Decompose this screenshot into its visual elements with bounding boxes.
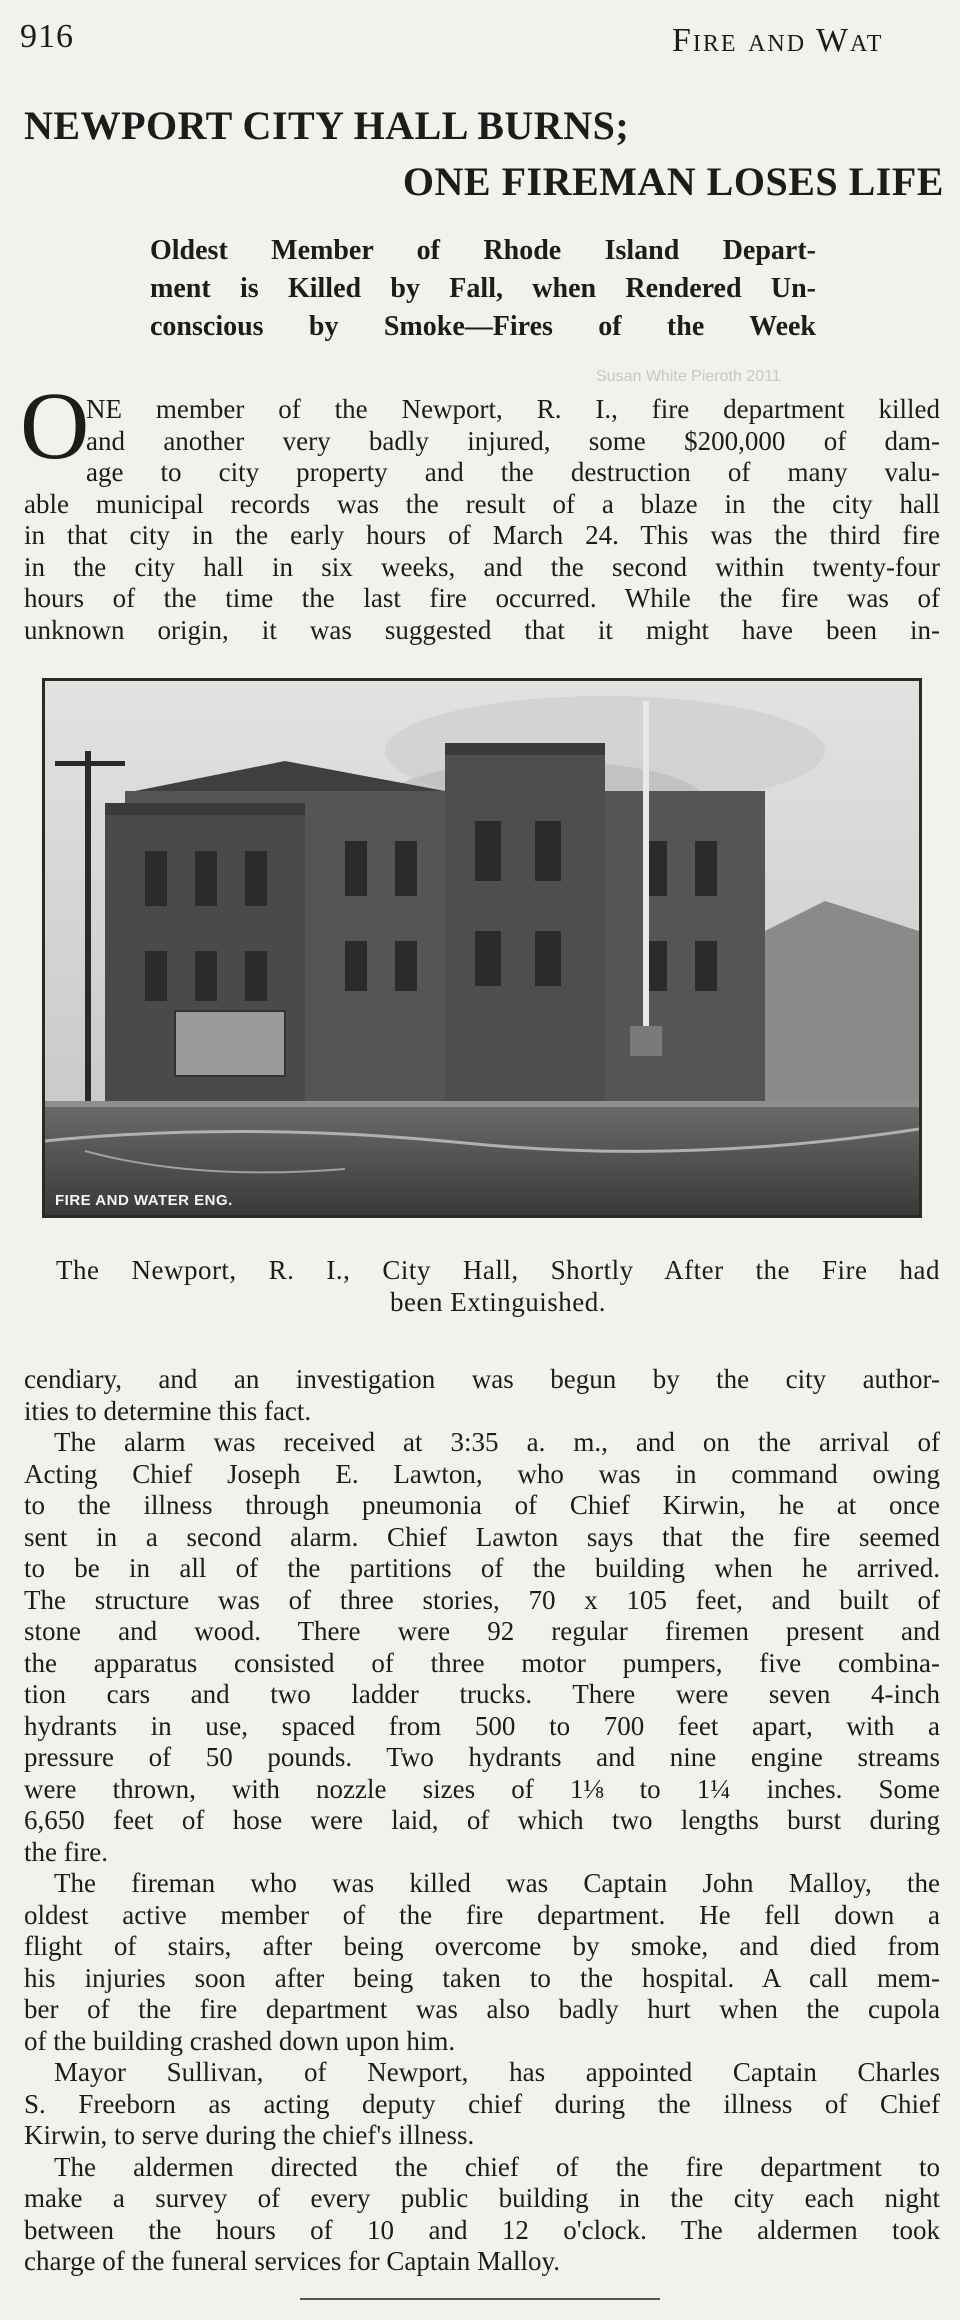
subhead-line: ment is Killed by Fall, when Rendered Un- [150,273,816,304]
text-line: 6,650 feet of hose were laid, of which two lengths burst during [24,1805,940,1835]
text-line: were thrown, with nozzle sizes of 1⅛ to 1¼ inches. Some [24,1773,940,1804]
subhead-line: Oldest Member of Rhode Island Depart- [150,235,816,266]
text-line: Kirwin, to serve during the chief's illness. [24,2120,475,2150]
text-line: flight of stairs, after being overcome by smoke, and died from [24,1931,940,1961]
text-line: S. Freeborn as acting deputy chief during the illness of Chief [24,2088,940,2119]
caption-line-2: been Extinguished. [390,1287,606,1317]
drop-cap: O [20,372,90,479]
text-line: the fire. [24,1836,108,1867]
photo-credit: FIRE AND WATER ENG. [55,1192,233,1209]
text-line: his injuries soon after being taken to the hospital. A call mem- [24,1962,940,1993]
text-line: hours of the time the last fire occurred. While the fire was of [24,583,940,613]
text-line: make a survey of every public building in the city each night [24,2183,940,2213]
bottom-rule [300,2298,660,2300]
text-line: ities to determine this fact. [24,1395,312,1426]
text-line: The aldermen directed the chief of the fire department to [54,2151,940,2182]
subhead-line: conscious by Smoke—Fires of the Week [150,311,816,342]
page-number: 916 [20,18,74,55]
text-line: in the city hall in six weeks, and the second within twenty-four [24,551,940,582]
text-line: the apparatus consisted of three motor pumpers, five combina- [24,1647,940,1678]
text-line: hydrants in use, spaced from 500 to 700 feet apart, with a [24,1710,940,1741]
city-hall-illustration [45,681,919,1215]
subheadline [150,232,816,346]
headline-line-1: NEWPORT CITY HALL BURNS; [24,103,630,148]
photo-caption [56,1254,940,1318]
text-line: stone and wood. There were 92 regular firemen present and [24,1616,940,1646]
text-line: tion cars and two ladder trucks. There were seven 4-inch [24,1679,940,1709]
watermark: Susan White Pieroth 2011 [596,368,781,385]
text-line: unknown origin, it was suggested that it might have been in- [24,614,940,645]
text-line: able municipal records was the result of a blaze in the city hall [24,488,940,519]
text-line: oldest active member of the fire department. He fell down a [24,1899,940,1930]
text-line: in that city in the early hours of March 24. This was the third fire [24,520,940,550]
text-line: Mayor Sullivan, of Newport, has appointed Captain Charles [54,2057,940,2087]
text-line: charge of the funeral services for Captain Malloy. [24,2246,561,2276]
city-hall-photo [42,678,922,1218]
text-line: to be in all of the partitions of the building when he arrived. [24,1553,940,1583]
text-line: to the illness through pneumonia of Chief Kirwin, he at once [24,1490,940,1520]
text-line: age to city property and the destruction of many valu- [86,457,940,487]
text-line: sent in a second alarm. Chief Lawton says that the fire seemed [24,1521,940,1552]
text-line: cendiary, and an investigation was begun by the city author- [24,1364,940,1394]
running-head: Fire and Wat [672,22,884,59]
text-line: between the hours of 10 and 12 o'clock. The aldermen took [24,2214,940,2245]
text-line: ber of the fire department was also badly hurt when the cupola [24,1994,940,2024]
article-body [24,1364,940,2278]
text-line: pressure of 50 pounds. Two hydrants and nine engine streams [24,1742,940,1772]
caption-line-1: The Newport, R. I., City Hall, Shortly After the Fire had [56,1255,940,1285]
text-line: The fireman who was killed was Captain John Malloy, the [54,1868,940,1898]
intro-paragraph [24,394,940,646]
headline-line-2: ONE FIREMAN LOSES LIFE [402,159,944,204]
text-line: The structure was of three stories, 70 x 105 feet, and built of [24,1584,940,1615]
text-line: and another very badly injured, some $200,000 of dam- [86,425,940,456]
text-line: The alarm was received at 3:35 a. m., and on the arrival of [54,1427,940,1457]
text-line: Acting Chief Joseph E. Lawton, who was in command owing [24,1458,940,1489]
text-line: of the building crashed down upon him. [24,2025,456,2056]
text-line: NE member of the Newport, R. I., fire department killed [86,394,940,424]
